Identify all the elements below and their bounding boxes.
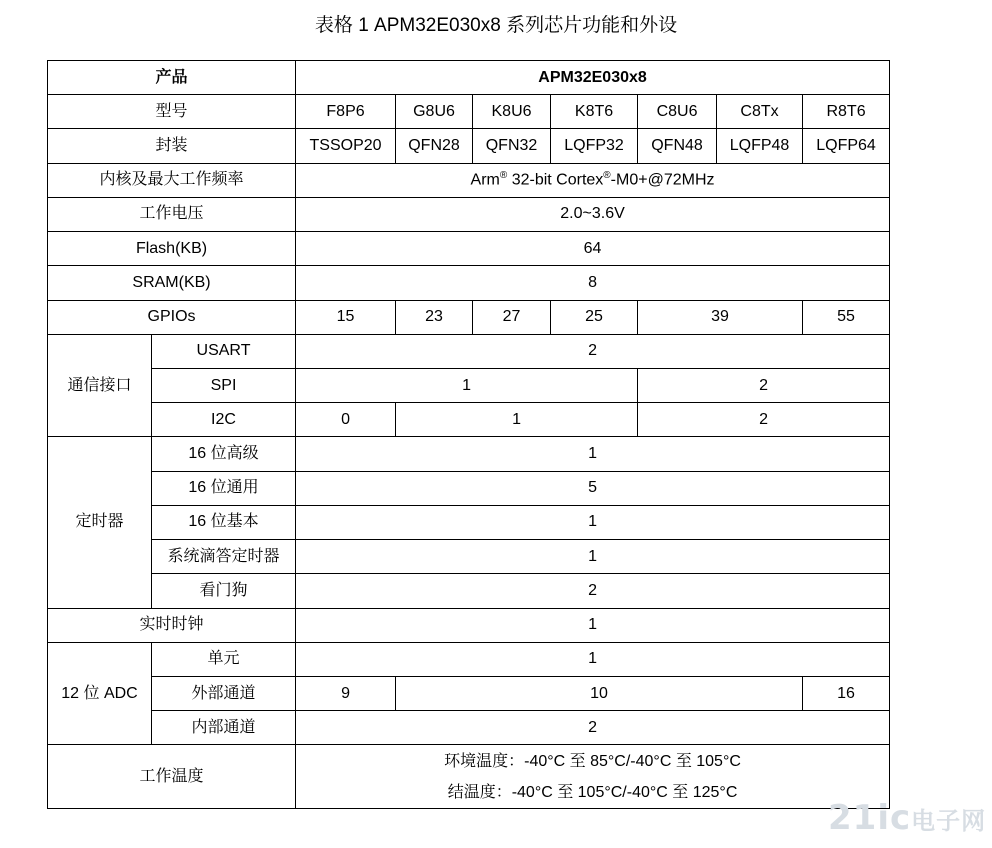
timer-basic-value: 1	[296, 505, 890, 539]
table-row-adc-unit	[48, 642, 890, 676]
table-row-systick	[48, 540, 890, 574]
table-row-models	[48, 95, 890, 129]
timer-gen-value: 5	[296, 471, 890, 505]
comm-label: 通信接口	[48, 334, 152, 437]
table-row-usart	[48, 334, 890, 368]
table-row-adc-ext	[48, 676, 890, 710]
adc-unit-label: 单元	[152, 642, 296, 676]
table-row-product	[48, 61, 890, 95]
package-cell: QFN28	[396, 129, 473, 163]
table-row-timer-basic	[48, 505, 890, 539]
table-row-flash	[48, 232, 890, 266]
rtc-value: 1	[296, 608, 890, 642]
package-cell: LQFP64	[803, 129, 890, 163]
usart-label: USART	[152, 334, 296, 368]
sram-value: 8	[296, 266, 890, 300]
model-label: 型号	[48, 95, 296, 129]
product-label: 产品	[48, 61, 296, 95]
systick-label: 系统滴答定时器	[152, 540, 296, 574]
temp-value	[296, 745, 890, 809]
table-row-i2c	[48, 403, 890, 437]
i2c-cell: 1	[396, 403, 638, 437]
temp-ambient: 环境温度：-40°C 至 85°C/-40°C 至 105°C	[444, 752, 741, 770]
core-value: Arm® 32-bit Cortex®-M0+@72MHz	[296, 163, 890, 197]
table-row-packages	[48, 129, 890, 163]
timers-label: 定时器	[48, 437, 152, 608]
watchdog-value: 2	[296, 574, 890, 608]
sram-label: SRAM(KB)	[48, 266, 296, 300]
timer-basic-label: 16 位基本	[152, 505, 296, 539]
gpios-cell: 39	[638, 300, 803, 334]
adc-int-value: 2	[296, 711, 890, 745]
adc-unit-value: 1	[296, 642, 890, 676]
table-row-voltage	[48, 197, 890, 231]
table-row-adc-int	[48, 711, 890, 745]
table-row-spi	[48, 368, 890, 402]
package-label: 封装	[48, 129, 296, 163]
gpios-cell: 27	[473, 300, 551, 334]
table-row-gpios	[48, 300, 890, 334]
voltage-value: 2.0~3.6V	[296, 197, 890, 231]
usart-value: 2	[296, 334, 890, 368]
model-cell: K8U6	[473, 95, 551, 129]
model-cell: C8U6	[638, 95, 717, 129]
table-row-core	[48, 163, 890, 197]
spi-cell: 2	[638, 368, 890, 402]
core-label: 内核及最大工作频率	[48, 163, 296, 197]
model-cell: F8P6	[296, 95, 396, 129]
package-cell: QFN32	[473, 129, 551, 163]
adc-ext-cell: 16	[803, 676, 890, 710]
product-value: APM32E030x8	[296, 61, 890, 95]
package-cell: QFN48	[638, 129, 717, 163]
gpios-cell: 25	[551, 300, 638, 334]
table-row-sram	[48, 266, 890, 300]
voltage-label: 工作电压	[48, 197, 296, 231]
flash-label: Flash(KB)	[48, 232, 296, 266]
table-row-timer-adv	[48, 437, 890, 471]
adc-ext-label: 外部通道	[152, 676, 296, 710]
i2c-label: I2C	[152, 403, 296, 437]
timer-gen-label: 16 位通用	[152, 471, 296, 505]
table-row-temp	[48, 745, 890, 809]
adc-ext-cell: 10	[396, 676, 803, 710]
i2c-cell: 2	[638, 403, 890, 437]
table-row-rtc	[48, 608, 890, 642]
package-cell: LQFP48	[717, 129, 803, 163]
table-row-watchdog	[48, 574, 890, 608]
flash-value: 64	[296, 232, 890, 266]
gpios-label: GPIOs	[48, 300, 296, 334]
rtc-label: 实时时钟	[48, 608, 296, 642]
package-cell: TSSOP20	[296, 129, 396, 163]
adc-ext-cell: 9	[296, 676, 396, 710]
table-caption: 表格 1 APM32E030x8 系列芯片功能和外设	[314, 15, 678, 36]
gpios-cell: 23	[396, 300, 473, 334]
temp-junction: 结温度：-40°C 至 105°C/-40°C 至 125°C	[447, 783, 738, 801]
systick-value: 1	[296, 540, 890, 574]
table-row-timer-gen	[48, 471, 890, 505]
spi-label: SPI	[152, 368, 296, 402]
model-cell: K8T6	[551, 95, 638, 129]
package-cell: LQFP32	[551, 129, 638, 163]
watchdog-label: 看门狗	[152, 574, 296, 608]
timer-adv-value: 1	[296, 437, 890, 471]
i2c-cell: 0	[296, 403, 396, 437]
temp-label: 工作温度	[48, 745, 296, 809]
gpios-cell: 15	[296, 300, 396, 334]
gpios-cell: 55	[803, 300, 890, 334]
timer-adv-label: 16 位高级	[152, 437, 296, 471]
adc-label: 12 位 ADC	[48, 642, 152, 745]
adc-int-label: 内部通道	[152, 711, 296, 745]
model-cell: R8T6	[803, 95, 890, 129]
spi-cell: 1	[296, 368, 638, 402]
model-cell: C8Tx	[717, 95, 803, 129]
watermark-logo: 21ic电子网	[828, 798, 987, 838]
model-cell: G8U6	[396, 95, 473, 129]
spec-table	[47, 60, 890, 809]
